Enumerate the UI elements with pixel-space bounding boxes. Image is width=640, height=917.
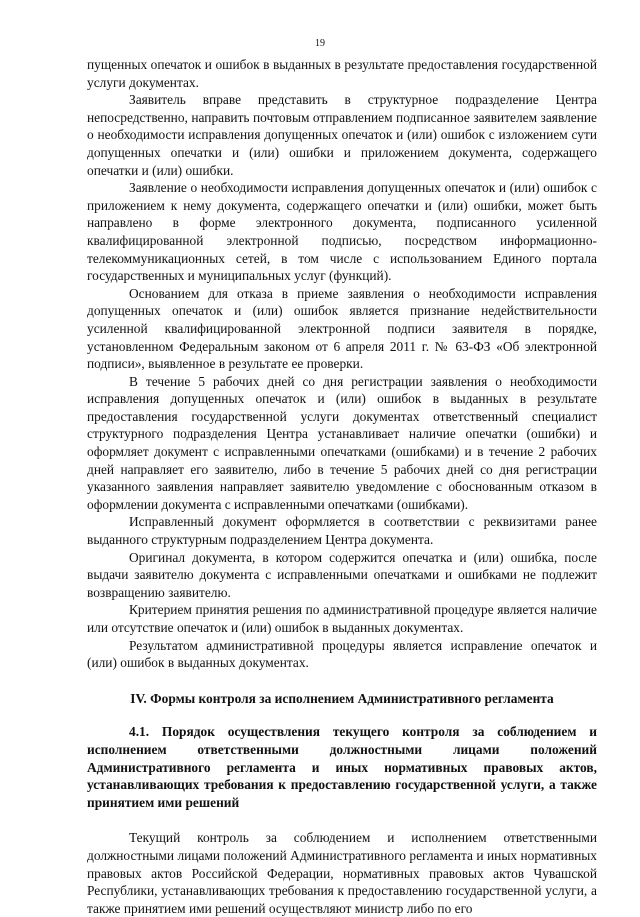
paragraph: В течение 5 рабочих дней со дня регистрации заявления о необходимости исправления допущенных опечаток и (или) ошибок в выданных в результате предоставления государственной услуги документах ответственный специалист структурного подразделения Центра устанавливает наличие опечатки (ошибки) и оформляет документ с исправленными опечатками (ошибками) и в течение 2 рабочих дней направляет его заявителю, либо в течение 5 рабочих дней со дня регистрации указанного заявления направляет заявителю уведомление с обоснованным отказом в оформлении документа с исправленными опечатками (ошибками). [87, 373, 597, 512]
paragraph: Результатом административной процедуры является исправление опечаток и (или) ошибок в выданных документах. [87, 637, 597, 671]
subsection-heading: 4.1. Порядок осуществления текущего контроля за соблюдением и исполнением ответственными должностными лицами положений Административного регламента и иных нормативных правовых актов, устанавливающих требования к предоставлению государственной услуги, а также принятием ими решений [87, 724, 597, 810]
paragraph: Текущий контроль за соблюдением и исполнением ответственными должностными лицами положений Административного регламента и иных нормативных правовых актов Российской Федерации, нормативных правовых актов Чувашской Республики, устанавливающих требования к предоставлению государственной услуги, а также принятием ими решений осуществляют министр либо по его [87, 830, 597, 916]
paragraph: Критерием принятия решения по административной процедуре является наличие или отсутствие опечаток и (или) ошибок в выданных документах. [87, 602, 597, 635]
page-number: 19 [315, 38, 325, 49]
paragraph: Исправленный документ оформляется в соответствии с реквизитами ранее выданного структурным подразделением Центра документа. [87, 514, 597, 548]
document-body [87, 56, 597, 917]
section-heading: IV. Формы контроля за исполнением Административного регламента [130, 690, 554, 706]
paragraph: Заявитель вправе представить в структурное подразделение Центра непосредственно, направить почтовым отправлением подписанное заявителем заявление о необходимости исправления допущенных опечаток и (или) ошибок с изложением сути допущенных опечатки и (или) ошибки и приложением документа, содержащего опечатки и (или) ошибки. [87, 92, 597, 178]
paragraph: Заявление о необходимости исправления допущенных опечаток и (или) ошибок с приложением к нему документа, содержащего опечатки и (или) ошибки, может быть направлено в форме электронного документа, подписанного усиленной квалифицированной электронной подписью, посредством информационно-телекоммуникационных сетей, в том числе с использованием Единого портала государственных и муниципальных услуг (функций). [87, 180, 597, 284]
paragraph: Основанием для отказа в приеме заявления о необходимости исправления допущенных опечаток и (или) ошибок является признание недействительности усиленной квалифицированной электронной подписи заявителя в порядке, установленном Федеральным законом от 6 апреля 2011 г. № 63-ФЗ «Об электронной подписи», выявленное в результате ее проверки. [87, 285, 597, 372]
paragraph: Оригинал документа, в котором содержится опечатка и (или) ошибка, после выдачи заявителю документа с исправленными опечатками и ошибками не подлежит возвращению заявителю. [87, 549, 597, 600]
paragraph-continuation: пущенных опечаток и ошибок в выданных в результате предоставления государственной услуги документах. [87, 57, 597, 90]
